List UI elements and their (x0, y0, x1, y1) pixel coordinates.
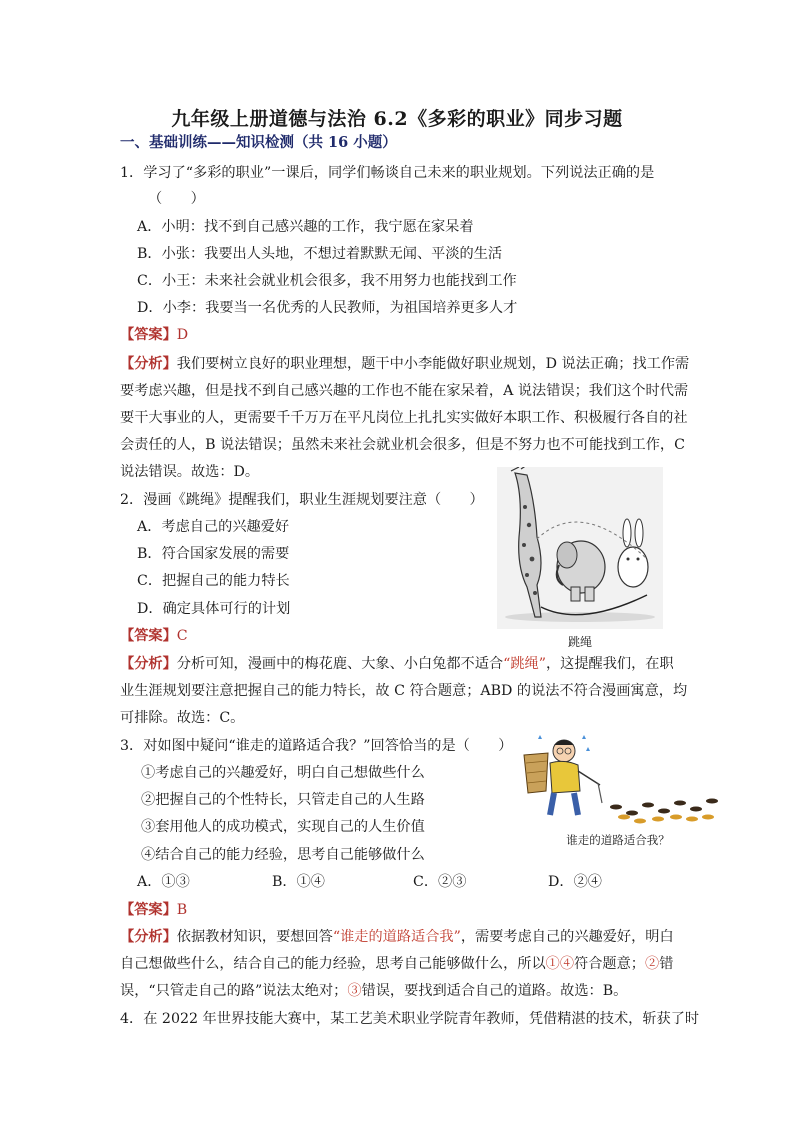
q3-analysis-highlight: ② (644, 956, 660, 972)
answer-label: 【答案】 (120, 628, 177, 644)
q3-analysis-quote: “谁走的道路适合我” (332, 929, 461, 945)
q2-answer (120, 627, 188, 645)
q2-option-a: A．考虑自己的兴趣爱好 (137, 519, 290, 535)
which-path-cartoon-image (520, 733, 724, 825)
q3-analysis-text: 错 (659, 956, 674, 972)
q3-item-2: ②把握自己的个性特长，只管走自己的人生路 (141, 792, 425, 808)
q2-stem: 2．漫画《跳绳》提醒我们，职业生涯规划要注意（ ） (120, 492, 484, 508)
q3-analysis-text: 误，“只管走自己的路”说法太绝对； (120, 983, 348, 999)
q1-answer (120, 326, 188, 344)
answer-label: 【答案】 (120, 327, 177, 343)
q3-analysis-line (120, 955, 673, 973)
q3-analysis-line (120, 982, 627, 1000)
q3-choice-c: C．②③ (413, 874, 467, 890)
q3-item-1: ①考虑自己的兴趣爱好，明白自己想做些什么 (141, 765, 425, 781)
q3-analysis-highlight: ①④ (545, 956, 575, 972)
q3-analysis-text: 自己想做些什么，结合自己的能力经验，思考自己能够做什么，所以 (120, 956, 546, 972)
q1-analysis-text: 我们要树立良好的职业理想，题干中小李能做好职业规划，D 说法正确；找工作需 (176, 356, 690, 372)
q2-option-b: B．符合国家发展的需要 (137, 546, 290, 562)
q2-analysis-text: ，这提醒我们，在职 (545, 656, 674, 672)
q2-analysis-line (120, 655, 674, 673)
q3-choice-d: D．②④ (548, 874, 602, 890)
q1-analysis-line: 要干大事业的人，更需要千千万万在平凡岗位上扎扎实实做好本职工作、积极履行各自的社 (120, 410, 688, 426)
q1-paren: （ ） (148, 191, 205, 207)
q3-analysis-text: 错误，要找到适合自己的道路。故选：B。 (361, 983, 628, 999)
q3-item-3: ③套用他人的成功模式，实现自己的人生价值 (141, 819, 425, 835)
q1-option-a: A．小明：找不到自己感兴趣的工作，我宁愿在家呆着 (137, 219, 474, 235)
q3-analysis-highlight: ③ (347, 983, 362, 999)
q2-option-d: D．确定具体可行的计划 (137, 601, 291, 617)
q2-analysis-quote: “跳绳” (503, 656, 546, 672)
q3-item-4: ④结合自己的能力经验，思考自己能够做什么 (141, 847, 425, 863)
analysis-label: 【分析】 (120, 929, 177, 945)
q3-choice-b: B．①④ (272, 874, 325, 890)
jump-rope-cartoon-image (497, 467, 663, 629)
q1-option-c: C．小王：未来社会就业机会很多，我不用努力也能找到工作 (137, 273, 517, 289)
q2-answer-value: C (176, 628, 188, 644)
q2-option-c: C．把握自己的能力特长 (137, 573, 290, 589)
q3-stem: 3．对如图中疑问“谁走的道路适合我？”回答恰当的是（ ） (120, 738, 513, 754)
q1-option-b: B．小张：我要出人头地，不想过着默默无闻、平淡的生活 (137, 246, 503, 262)
q4-stem: 4．在 2022 年世界技能大赛中，某工艺美术职业学院青年教师，凭借精湛的技术，斩获了时 (120, 1011, 700, 1027)
q3-answer (120, 901, 187, 919)
q3-analysis-line (120, 928, 674, 946)
which-path-caption: 谁走的道路适合我？ (566, 833, 670, 847)
q3-analysis-text: 符合题意； (574, 956, 645, 972)
q1-analysis-line: 说法错误。故选：D。 (120, 464, 260, 480)
q3-answer-value: B (176, 902, 188, 918)
q1-option-d: D．小李：我要当一名优秀的人民教师，为祖国培养更多人才 (137, 300, 518, 316)
q1-analysis-line (120, 355, 689, 373)
q2-analysis-line: 业生涯规划要注意把握自己的能力特长，故 C 符合题意；ABD 的说法不符合漫画寓意，均 (120, 683, 688, 699)
page-title: 九年级上册道德与法治 6.2《多彩的职业》同步习题 (171, 108, 623, 130)
jump-rope-caption: 跳绳 (567, 635, 592, 649)
q1-analysis-line: 要考虑兴趣，但是找不到自己感兴趣的工作也不能在家呆着，A 说法错误；我们这个时代需 (120, 383, 689, 399)
q3-analysis-text: ，需要考虑自己的兴趣爱好，明白 (460, 929, 674, 945)
analysis-label: 【分析】 (120, 656, 177, 672)
q2-analysis-line: 可排除。故选：C。 (120, 710, 245, 726)
q1-analysis-line: 会责任的人，B 说法错误；虽然未来社会就业机会很多，但是不努力也不可能找到工作，C (120, 437, 685, 453)
answer-label: 【答案】 (120, 902, 177, 918)
q3-analysis-text: 依据教材知识，要想回答 (176, 929, 333, 945)
q3-choice-a: A．①③ (137, 874, 190, 890)
q2-analysis-text: 分析可知，漫画中的梅花鹿、大象、小白兔都不适合 (176, 656, 504, 672)
q1-answer-value: D (176, 327, 189, 343)
section-heading: 一、基础训练——知识检测（共 16 小题） (120, 134, 397, 151)
q1-stem: 1．学习了“多彩的职业”一课后，同学们畅谈自己未来的职业规划。下列说法正确的是 (120, 165, 655, 181)
analysis-label: 【分析】 (120, 356, 177, 372)
